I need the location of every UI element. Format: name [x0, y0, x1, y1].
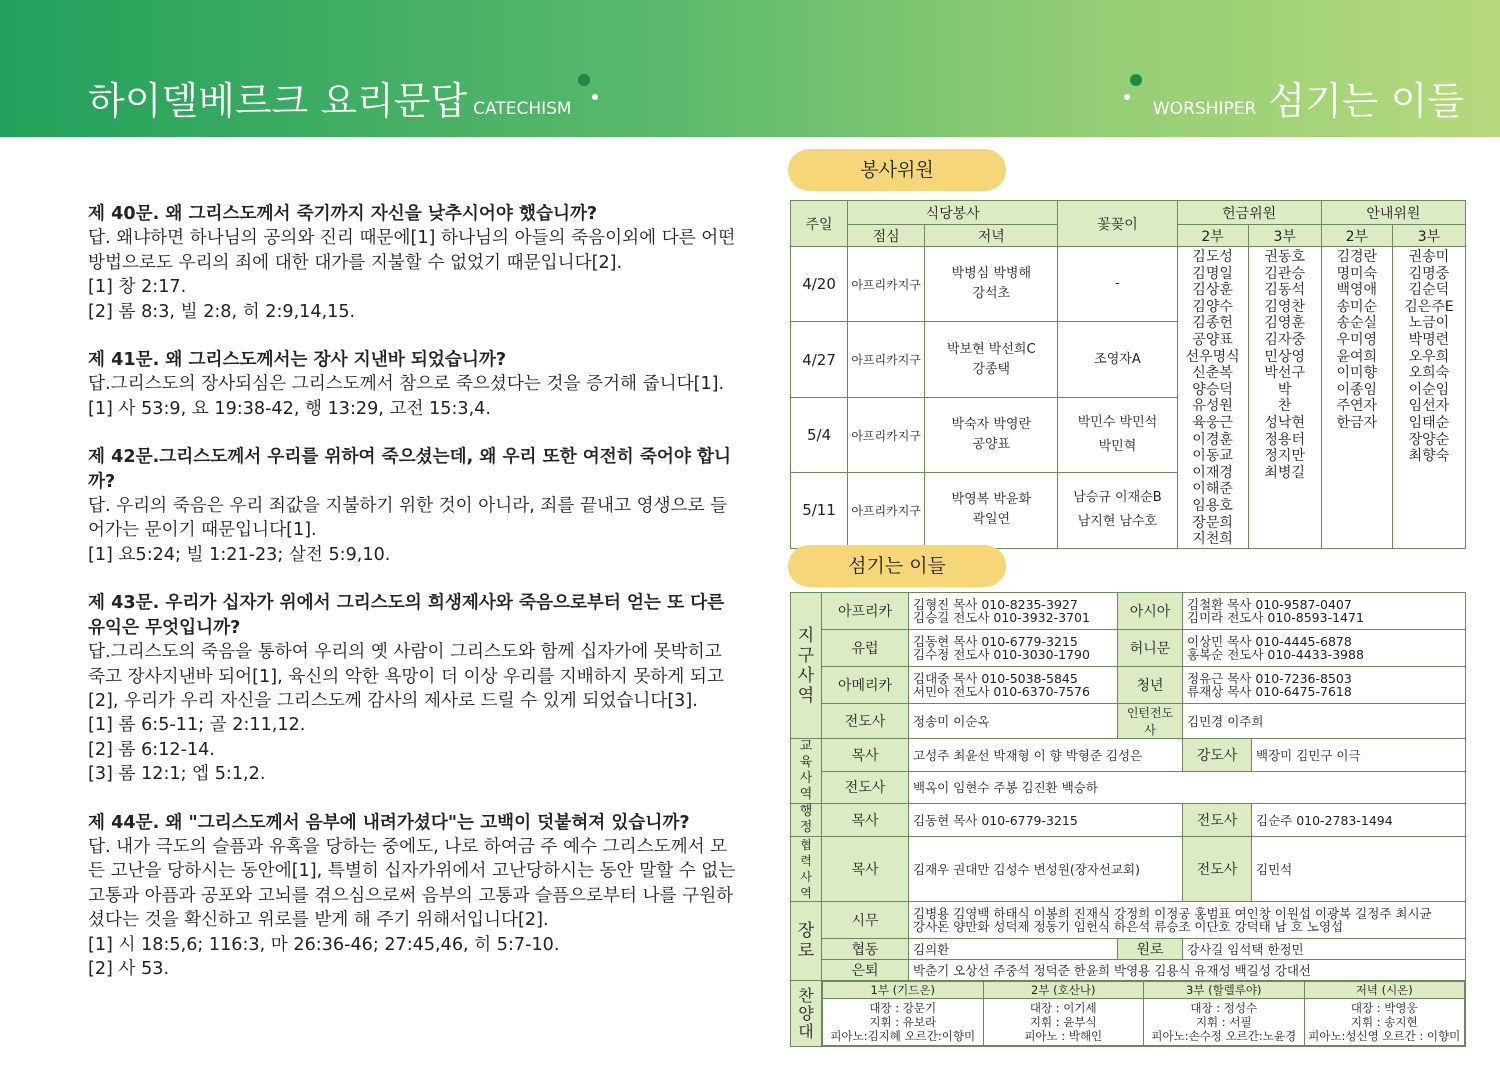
- choir-name: 1부 (기드온): [823, 982, 984, 999]
- th-offering-2: 2부: [1177, 225, 1248, 247]
- district-people: 김대중 목사 010-5038-5845 서민아 전도사 010-6370-7576: [909, 667, 1118, 704]
- worshiper-subtitle: WORSHIPER: [1152, 99, 1257, 119]
- catechism-item: [88, 811, 738, 982]
- row-lunch: 아프리카지구: [848, 322, 925, 397]
- district-people: 김동현 목사 010-6779-3215 김수정 전도사 010-3030-1790: [909, 630, 1118, 667]
- district-name: 아메리카: [822, 667, 909, 704]
- catechism-item: [88, 591, 738, 786]
- edu-label: 교육사역: [791, 739, 822, 804]
- reference: [1] 창 2:17.: [88, 277, 187, 298]
- catechism-item: [88, 202, 738, 324]
- emeritus-elders: 강사길 임석택 한정민: [1183, 939, 1466, 960]
- district-name: 유럽: [822, 630, 909, 667]
- district-people: 이상민 목사 010-4445-6878 홍복순 전도사 010-4433-3988: [1183, 630, 1466, 667]
- coop-pastor-label: 목사: [822, 837, 909, 902]
- question: 제 41문. 왜 그리스도께서는 장사 지낸바 되었습니까?: [88, 350, 507, 371]
- th-meal: 식당봉사: [848, 201, 1058, 225]
- row-date: 4/20: [791, 247, 848, 322]
- district-label: 지구사역: [791, 593, 822, 739]
- district-people: 정유근 목사 010-7236-8503 류재상 목사 010-6475-7618: [1183, 667, 1466, 704]
- elder-label: 장로: [791, 902, 822, 981]
- row-flower: 조영자A: [1058, 322, 1177, 397]
- servants-table: [790, 592, 1466, 1047]
- th-dinner: 저녁: [925, 225, 1058, 247]
- choir-name: 3부 (할렐루야): [1144, 982, 1305, 999]
- reference: [1] 롬 6:5-11; 골 2:11,12.: [88, 715, 306, 736]
- answer: 답.그리스도의 장사되심은 그리스도께서 참으로 죽으셨다는 것을 증거해 줍니다[1].: [88, 374, 725, 395]
- names-list: 권송미 김명중 김순덕 김은주E 노금이 박명련 오우희 오희숙 이순임 임선자 임태순 장양순 최향숙: [1404, 249, 1454, 465]
- th-offering-3: 3부: [1248, 225, 1321, 247]
- th-flower: 꽃꽂이: [1058, 201, 1177, 247]
- th-date: 주일: [791, 201, 848, 247]
- catechism-subtitle: CATECHISM: [473, 99, 572, 119]
- reference: [1] 요5:24; 빌 1:21-23; 살전 5:9,10.: [88, 544, 391, 565]
- intern-label: 인턴전도사: [1118, 704, 1183, 739]
- question: 제 40문. 왜 그리스도께서 죽기까지 자신을 낮추시어야 했습니까?: [88, 204, 598, 224]
- coop-pastor: 김재우 권대만 김성수 변성원(장자선교회): [909, 837, 1183, 902]
- district-name: 아프리카: [822, 593, 909, 630]
- lecturer-label: 강도사: [1183, 739, 1252, 772]
- row-lunch: 아프리카지구: [848, 397, 925, 472]
- volunteers-table: [790, 200, 1466, 549]
- reference: [3] 롬 12:1; 엡 5:1,2.: [88, 764, 266, 785]
- emeritus-label: 원로: [1118, 939, 1183, 960]
- row-flower: -: [1058, 247, 1177, 322]
- edu-pastor-label: 목사: [822, 739, 909, 772]
- choir-members: 대장 : 박영웅 지휘 : 송지현 피아노:성신영 오르간 : 이향미: [1304, 999, 1465, 1046]
- names-list: 권동호 김관승 김동석 김영찬 김영훈 김자중 민상영 박선구 박 찬 성낙현 정용터 정지만 최병길: [1264, 249, 1305, 481]
- district-name: 청년: [1118, 667, 1183, 704]
- retired-elders: 박춘기 오상선 주중석 정덕준 한윤희 박영용 김용식 유재성 백길성 강대선: [909, 960, 1466, 981]
- row-lunch: 아프리카지구: [848, 247, 925, 322]
- edu-evangelist-names: 백옥이 임현수 주봉 김진환 백승하: [909, 771, 1466, 804]
- catechism-item: [88, 348, 738, 421]
- choir-members: 대장 : 이기세 지휘 : 윤부식 피아노 : 박해인: [983, 999, 1144, 1046]
- admin-evangelist-label: 전도사: [1183, 804, 1252, 837]
- reference: [2] 사 53.: [88, 958, 170, 979]
- choir-table: [822, 981, 1465, 1046]
- admin-evangelist: 김순주 010-2783-1494: [1252, 804, 1466, 837]
- evangelist-label: 전도사: [822, 704, 909, 739]
- active-elder-label: 시무: [822, 902, 909, 939]
- admin-pastor-label: 목사: [822, 804, 909, 837]
- names-usher2: [1321, 247, 1392, 549]
- reference: [2] 롬 6:12-14.: [88, 739, 215, 760]
- assoc-elders: 김의환: [909, 939, 1118, 960]
- row-flower: 박민수 박민석 박민혁: [1058, 397, 1177, 472]
- answer: 답. 왜냐하면 하나님의 공의와 진리 때문에[1] 하나님의 아들의 죽음이외에 다른 어떤 방법으로도 우리의 죄에 대한 대가를 지불할 수 없었기 때문입니다[2].: [88, 228, 736, 273]
- names-list: 김도성 김명일 김상훈 김양수 김종헌 공양표 선우명식 신춘복 양승덕 유성원 육웅근 이경훈 이동교 이재경 이해준 임용호 장문희 지천희: [1185, 249, 1240, 548]
- reference: [1] 시 18:5,6; 116:3, 마 26:36-46; 27:45,46, 히 5:7-10.: [88, 934, 560, 955]
- catechism-item: [88, 445, 738, 567]
- volunteer-row: [791, 247, 1466, 322]
- question: 제 44문. 왜 "그리스도께서 음부에 내려가셨다"는 고백이 덧붙혀져 있습니까?: [88, 812, 690, 833]
- catechism-title: 하이델베르크 요리문답 CATECHISM: [88, 79, 572, 123]
- th-lunch: 점심: [848, 225, 925, 247]
- district-name: 허니문: [1118, 630, 1183, 667]
- admin-pastor: 김동현 목사 010-6779-3215: [909, 804, 1183, 837]
- answer: 답. 우리의 죽음은 우리 죄값을 지불하기 위한 것이 아니라, 죄를 끝내고 영생으로 들어가는 문이기 때문입니다[1].: [88, 496, 728, 541]
- district-people: 김철환 목사 010-9587-0407 김미라 전도사 010-8593-1471: [1183, 593, 1466, 630]
- district-name: 아시아: [1118, 593, 1183, 630]
- reference: [1] 사 53:9, 요 19:38-42, 행 13:29, 고전 15:3,4.: [88, 398, 491, 419]
- names-offering3: [1248, 247, 1321, 549]
- choir-label: 찬양대: [791, 981, 822, 1047]
- volunteers-pill: 봉사위원: [788, 149, 1006, 191]
- row-flower: 남승규 이재순B 남지현 남수호: [1058, 473, 1177, 548]
- question: 제 42문.그리스도께서 우리를 위하여 죽으셨는데, 왜 우리 또한 여전히 죽어야 합니까?: [88, 447, 731, 492]
- worshiper-title: WORSHIPER 섬기는 이들: [1152, 79, 1464, 123]
- coop-evangelist: 김민석: [1252, 837, 1466, 902]
- names-offering2: [1177, 247, 1248, 549]
- names-list: 김경란 명미숙 백영애 송미순 송순실 우미영 윤여희 이미향 이종임 주연자 한금자: [1336, 249, 1378, 431]
- row-dinner: 박병심 박병해 강석초: [925, 247, 1058, 322]
- dot-icon: [1130, 74, 1142, 86]
- row-dinner: 박숙자 박영란 공양표: [925, 397, 1058, 472]
- dot-icon: [592, 94, 598, 100]
- th-usher-3: 3부: [1392, 225, 1465, 247]
- names-usher3: [1392, 247, 1465, 549]
- servants-pill: 섬기는 이들: [788, 545, 1006, 587]
- row-date: 5/4: [791, 397, 848, 472]
- edu-pastor-names: 고성주 최윤선 박재형 이 향 박형준 김성은: [909, 739, 1183, 772]
- district-people: 김형진 목사 010-8235-3927 김승길 전도사 010-3932-3701: [909, 593, 1118, 630]
- edu-evangelist-label: 전도사: [822, 771, 909, 804]
- question: 제 43문. 우리가 십자가 위에서 그리스도의 희생제사와 죽음으로부터 얻는 또 다른 유익은 무엇입니까?: [88, 593, 725, 638]
- admin-label: 행정: [791, 804, 822, 837]
- retired-label: 은퇴: [822, 960, 909, 981]
- answer: 답.그리스도의 죽음을 통하여 우리의 옛 사람이 그리스도와 함께 십자가에 못박히고 죽고 장사지낸바 되어[1], 육신의 악한 욕망이 더 이상 우리를 지배하지 못하게 되고[2], 우리가 우리 자신을 그리스도께 감사의 제사로 드릴 수 있게 되었습니다[3].: [88, 642, 724, 711]
- dot-icon: [1124, 94, 1130, 100]
- row-dinner: 박보현 박선희C 강종택: [925, 322, 1058, 397]
- row-dinner: 박영복 박윤화 곽일연: [925, 473, 1058, 548]
- row-lunch: 아프리카지구: [848, 473, 925, 548]
- choir-name: 저녁 (시온): [1304, 982, 1465, 999]
- answer: 답. 내가 극도의 슬픔과 유혹을 당하는 중에도, 나로 하여금 주 예수 그리스도께서 모든 고난을 당하시는 동안에[1], 특별히 십자가위에서 고난당하시는 동안 말할 수 없는 고통과 아픔과 공포와 고뇌를 겪으심으로써 음부의 고통과 슬픔으로부터 나를 구원하셨다는 것을 확신하고 위로를 받게 해 주기 위해서입니다[2].: [88, 836, 736, 931]
- row-date: 5/11: [791, 473, 848, 548]
- choir-members: 대장 : 정성수 지휘 : 서필 피아노:손수정 오르간:노윤경: [1144, 999, 1305, 1046]
- active-elders: 김병용 김영백 하태식 이봉희 진재식 강정희 이정공 홍범표 여인창 이원섭 이광복 길정주 최시균 강사돈 양만화 성덕제 정동기 임헌식 하은석 류승조 이단호 강덕태 남 호 노영섭: [909, 902, 1466, 939]
- coop-evangelist-label: 전도사: [1183, 837, 1252, 902]
- choir-name: 2부 (호산나): [983, 982, 1144, 999]
- choir-cell: [822, 981, 1466, 1047]
- reference: [2] 롬 8:3, 빌 2:8, 히 2:9,14,15.: [88, 301, 356, 322]
- th-offering: 헌금위원: [1177, 201, 1321, 225]
- intern-names: 김민경 이주희: [1183, 704, 1466, 739]
- choir-members: 대장 : 강문기 지휘 : 유보라 피아노:김지혜 오르간:이향미: [823, 999, 984, 1046]
- dot-icon: [578, 74, 590, 86]
- th-usher-2: 2부: [1321, 225, 1392, 247]
- catechism-body: [88, 202, 738, 1005]
- lecturer-names: 백장미 김민구 이극: [1252, 739, 1466, 772]
- header-banner: [0, 0, 1500, 137]
- row-date: 4/27: [791, 322, 848, 397]
- evangelist-names: 정송미 이순옥: [909, 704, 1118, 739]
- assoc-elder-label: 협동: [822, 939, 909, 960]
- coop-label: 협력사역: [791, 837, 822, 902]
- th-usher: 안내위원: [1321, 201, 1465, 225]
